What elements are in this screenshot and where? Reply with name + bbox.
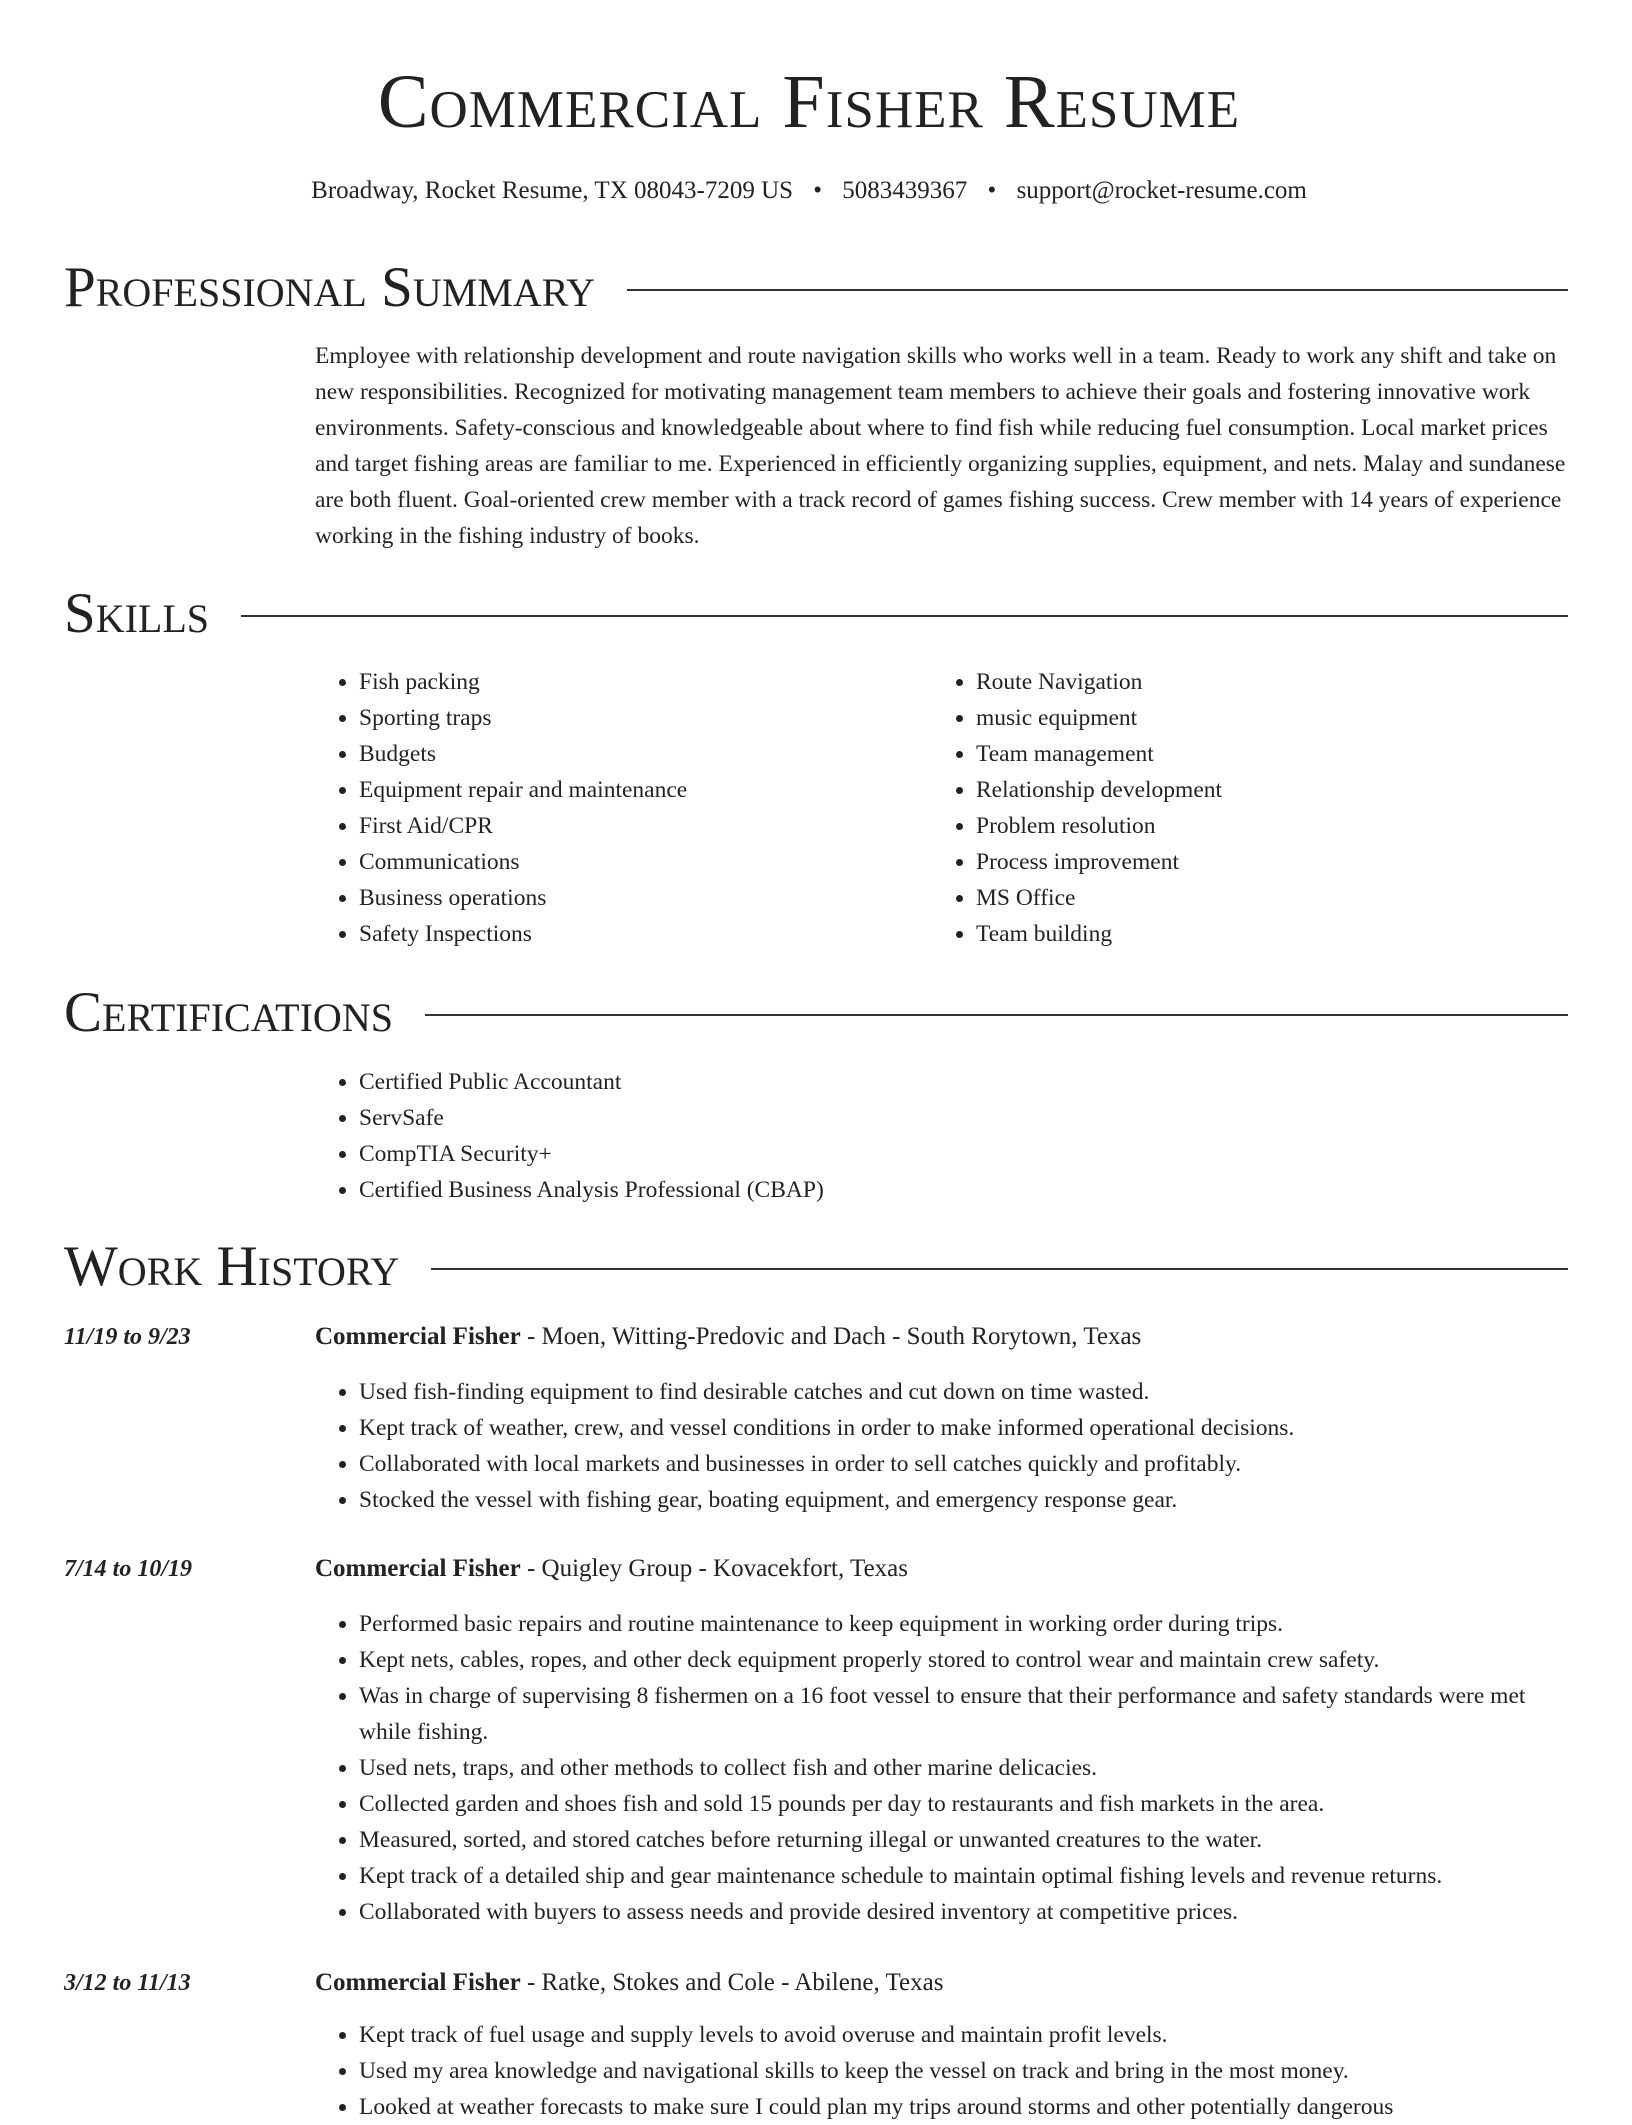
certification-item: • CompTIA Security+: [359, 1136, 1567, 1172]
skill-item: • Relationship development: [976, 772, 1552, 808]
summary-section-header: [64, 258, 1568, 318]
work-history-section-header: [64, 1237, 1568, 1297]
job-bullets: [315, 1374, 1567, 1518]
address: Broadway, Rocket Resume, TX 08043-7209 US: [311, 177, 794, 204]
job-bullets: [315, 2017, 1567, 2125]
work-history-heading: Work History: [64, 1235, 400, 1298]
job-dates: 11/19 to 9/23: [64, 1324, 191, 1350]
job-header: [315, 1552, 908, 1586]
certifications-list: [315, 1064, 1567, 1208]
job-employer: - Ratke, Stokes and Cole - Abilene, Texas: [520, 1969, 944, 1996]
skill-item: • Sporting traps: [359, 700, 915, 736]
certification-item: • ServSafe: [359, 1100, 1567, 1136]
skill-item: • Budgets: [359, 736, 915, 772]
job-header: [315, 1966, 943, 2000]
section-divider: [627, 289, 1568, 291]
phone: 5083439367: [842, 177, 968, 204]
section-divider: [241, 615, 1568, 617]
skill-item: • MS Office: [976, 880, 1552, 916]
skill-item: • First Aid/CPR: [359, 808, 915, 844]
skills-right-column: [932, 664, 1552, 952]
skill-item: • music equipment: [976, 700, 1552, 736]
contact-line: [0, 175, 1618, 207]
skill-item: • Safety Inspections: [359, 916, 915, 952]
job-dates: 7/14 to 10/19: [64, 1556, 193, 1582]
skill-item: • Process improvement: [976, 844, 1552, 880]
job-bullet: • Was in charge of supervising 8 fishermen on a 16 foot vessel to ensure that their performance and safety standards were met while fishing.: [359, 1678, 1567, 1750]
job-bullet: • Stocked the vessel with fishing gear, boating equipment, and emergency response gear.: [359, 1482, 1567, 1518]
skill-item: • Problem resolution: [976, 808, 1552, 844]
job-bullet: • Measured, sorted, and stored catches before returning illegal or unwanted creatures to the water.: [359, 1822, 1567, 1858]
section-divider: [425, 1014, 1568, 1016]
skill-item: • Communications: [359, 844, 915, 880]
job-bullet: • Performed basic repairs and routine maintenance to keep equipment in working order during trips.: [359, 1606, 1567, 1642]
summary-heading: Professional Summary: [64, 256, 596, 319]
section-divider: [431, 1268, 1568, 1270]
skill-item: • Equipment repair and maintenance: [359, 772, 915, 808]
skills-left-column: [315, 664, 915, 952]
skill-item: • Team management: [976, 736, 1552, 772]
job-bullet: • Used nets, traps, and other methods to collect fish and other marine delicacies.: [359, 1750, 1567, 1786]
certification-item: • Certified Public Accountant: [359, 1064, 1567, 1100]
job-bullet: • Kept nets, cables, ropes, and other deck equipment properly stored to control wear and maintain crew safety.: [359, 1642, 1567, 1678]
skills-heading: Skills: [64, 582, 210, 645]
skill-item: • Route Navigation: [976, 664, 1552, 700]
skill-item: • Business operations: [359, 880, 915, 916]
job-bullet: • Collaborated with local markets and businesses in order to sell catches quickly and profitably.: [359, 1446, 1567, 1482]
separator: •: [813, 177, 823, 204]
job-bullet: • Used my area knowledge and navigational skills to keep the vessel on track and bring in the most money.: [359, 2053, 1567, 2089]
job-title: Commercial Fisher: [315, 1555, 521, 1582]
job-bullet: • Kept track of fuel usage and supply levels to avoid overuse and maintain profit levels.: [359, 2017, 1567, 2053]
job-bullet: • Collaborated with buyers to assess needs and provide desired inventory at competitive prices.: [359, 1894, 1567, 1930]
job-employer: - Moen, Witting-Predovic and Dach - South Rorytown, Texas: [520, 1323, 1142, 1350]
certification-item: • Certified Business Analysis Professional (CBAP): [359, 1172, 1567, 1208]
certifications-section-header: [64, 983, 1568, 1043]
skill-item: • Fish packing: [359, 664, 915, 700]
skills-section-header: [64, 584, 1568, 644]
job-employer: - Quigley Group - Kovacekfort, Texas: [520, 1555, 908, 1582]
resume-title: Commercial Fisher Resume: [377, 60, 1241, 144]
job-title: Commercial Fisher: [315, 1969, 521, 1996]
job-title: Commercial Fisher: [315, 1323, 521, 1350]
skill-item: • Team building: [976, 916, 1552, 952]
certifications-heading: Certifications: [64, 981, 393, 1044]
job-bullet: • Kept track of weather, crew, and vessel conditions in order to make informed operational decisions.: [359, 1410, 1567, 1446]
job-dates: 3/12 to 11/13: [64, 1970, 191, 1996]
job-bullet: • Collected garden and shoes fish and sold 15 pounds per day to restaurants and fish markets in the area.: [359, 1786, 1567, 1822]
separator: •: [987, 177, 997, 204]
email: support@rocket-resume.com: [1016, 177, 1307, 204]
job-bullet: • Used fish-finding equipment to find desirable catches and cut down on time wasted.: [359, 1374, 1567, 1410]
job-bullet: • Kept track of a detailed ship and gear maintenance schedule to maintain optimal fishing levels and revenue returns.: [359, 1858, 1567, 1894]
job-bullet: • Looked at weather forecasts to make sure I could plan my trips around storms and other potentially dangerous: [359, 2089, 1567, 2125]
job-bullets: [315, 1606, 1567, 1930]
summary-text: Employee with relationship development and route navigation skills who works well in a team. Ready to work any shift and take on new responsibilities. Recognized for motivating management team members to achieve their goals and fostering innovative work environments. Safety-conscious and knowledgeable about where to find fish while reducing fuel consumption. Local market prices and target fishing areas are familiar to me. Experienced in efficiently organizing supplies, equipment, and nets. Malay and sundanese are both fluent. Goal-oriented crew member with a track record of games fishing success. Crew member with 14 years of experience working in the fishing industry of books.: [315, 343, 1566, 549]
job-header: [315, 1320, 1141, 1354]
